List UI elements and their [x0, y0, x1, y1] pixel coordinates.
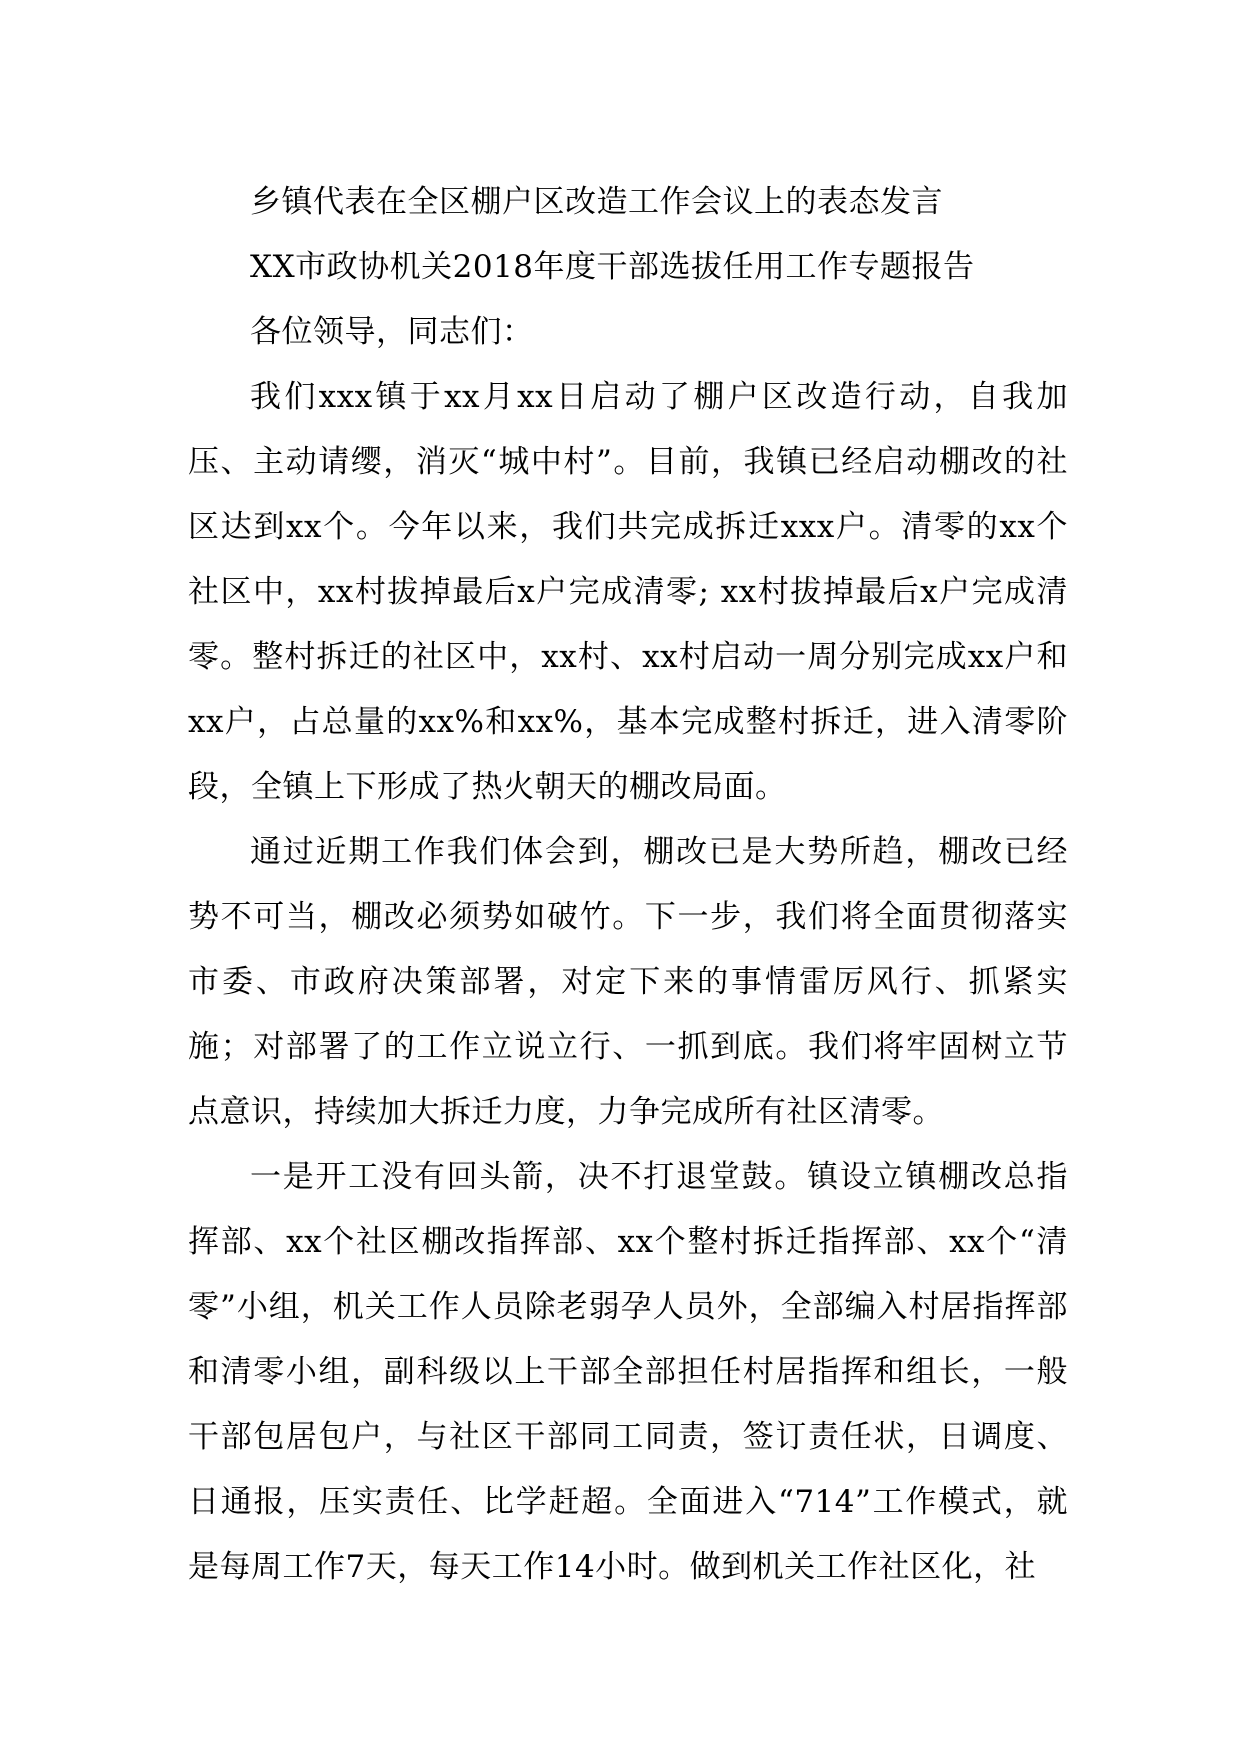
body-paragraph: 一是开工没有回头箭，决不打退堂鼓。镇设立镇棚改总指挥部、xx个社区棚改指挥部、xx个整村拆迁指挥部、xx个“清零”小组，机关工作人员除老弱孕人员外，全部编入村居指挥部和清零小组，副科级以上干部全部担任村居指挥和组长，一般干部包居包户，与社区干部同工同责，签订责任状，日调度、日通报，压实责任、比学赶超。全面进入“714”工作模式，就是每周工作7天，每天工作14小时。做到机关工作社区化，社 — [188, 1159, 1068, 1585]
salutation: 各位领导，同志们： — [250, 314, 534, 350]
document-body — [188, 170, 1068, 1600]
body-paragraph: 我们xxx镇于xx月xx日启动了棚户区改造行动，自我加压、主动请缨，消灭“城中村”。目前，我镇已经启动棚改的社区达到xx个。今年以来，我们共完成拆迁xxx户。清零的xx个社区中，xx村拔掉最后x户完成清零; xx村拔掉最后x户完成清零。整村拆迁的社区中，xx村、xx村启动一周分别完成xx户和xx户，占总量的xx%和xx%，基本完成整村拆迁，进入清零阶段，全镇上下形成了热火朝天的棚改局面。 — [188, 379, 1068, 805]
document-heading: 乡镇代表在全区棚户区改造工作会议上的表态发言 — [250, 184, 943, 220]
body-paragraph: 通过近期工作我们体会到，棚改已是大势所趋，棚改已经势不可当，棚改必须势如破竹。下一步，我们将全面贯彻落实市委、市政府决策部署，对定下来的事情雷厉风行、抓紧实施；对部署了的工作立说立行、一抓到底。我们将牢固树立节点意识，持续加大拆迁力度，力争完成所有社区清零。 — [188, 834, 1068, 1130]
document-subheading: XX市政协机关2018年度干部选拔任用工作专题报告 — [250, 249, 975, 285]
